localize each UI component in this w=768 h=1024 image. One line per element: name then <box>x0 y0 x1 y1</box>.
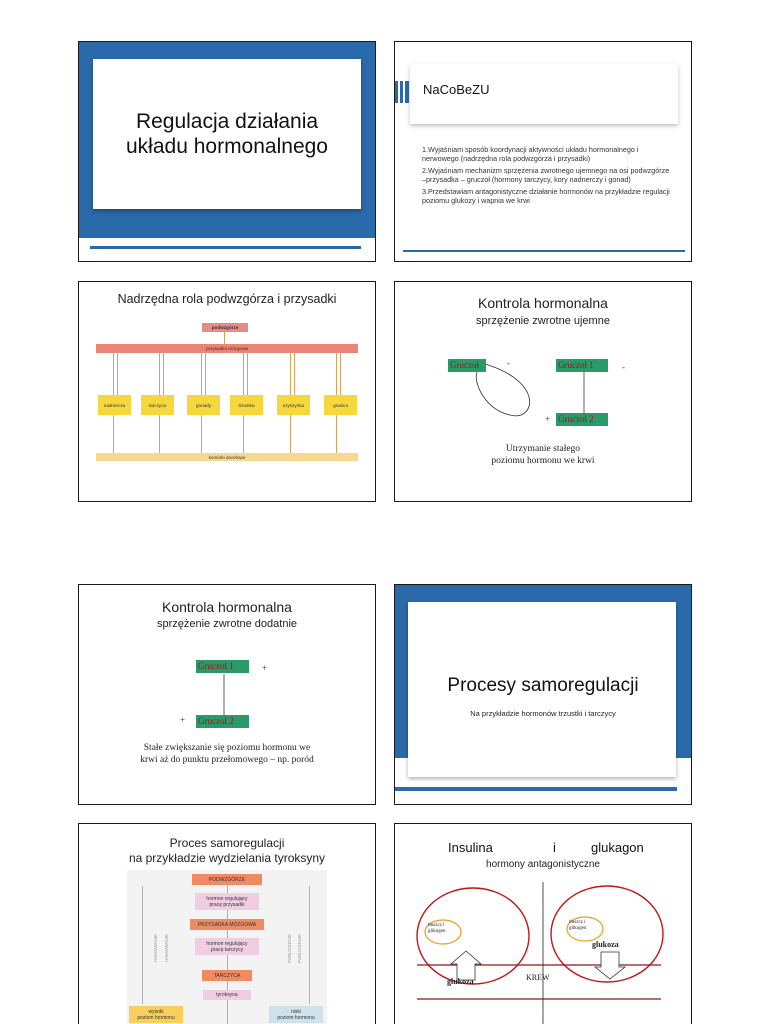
accent-bar <box>90 246 361 249</box>
list-item: 3.Przedstawiam antagonistyczne działanie hormonów na przykładzie regulacji poziomu glukozy i wapnia we krwi <box>422 187 670 205</box>
plus-sign: + <box>545 414 551 424</box>
slide-6[interactable] <box>394 584 692 805</box>
title-card <box>93 59 361 209</box>
gland-box: grasica <box>324 395 357 415</box>
slide-title: Procesy samoregulacji <box>447 675 639 696</box>
stimulation-label: POBUDZENIE <box>287 934 292 964</box>
title-word: Insulina <box>448 840 493 855</box>
slide-subtitle: na przykładzie wydzielania tyroksyny <box>128 851 326 865</box>
slide-title: Regulacja działania układu hormonalnego <box>126 110 328 158</box>
heading-card <box>410 64 678 124</box>
slide-heading: NaCoBeZU <box>423 82 490 97</box>
gland-box: nadnercza <box>98 395 131 415</box>
slide-title: Nadrzędna rola podwzgórza i przysadki <box>117 292 337 306</box>
hormone-box <box>195 938 259 955</box>
level-label: poziom hormonu <box>137 1014 175 1021</box>
gland-1-box: Gruczoł 1 <box>196 660 249 673</box>
inhibition-label: HAMOWANIE <box>153 934 158 963</box>
slide-5[interactable] <box>78 584 376 805</box>
blood-label: KREW <box>526 973 550 982</box>
pituitary-box: przysadka mózgowa <box>96 344 358 353</box>
fat-glycogen-label: tłuszcz i glikogen <box>428 923 446 934</box>
target-cells-box: komórki docelowe <box>96 453 358 461</box>
list-item: 2.Wyjaśniam mechanizm sprzężenia zwrotnego ujemnego na osi podwzgórze –przysadka – gruczoł (hormony tarczycy, kory nadnerczy i gonad) <box>422 166 670 184</box>
gland-box: Gruczoł <box>448 359 486 372</box>
accent-bar <box>395 787 677 791</box>
fat-glycogen-label: tłuszcz i glikogen <box>569 920 587 931</box>
slide-subtitle: Na przykładzie hormonów trzustki i tarczycy <box>470 709 616 718</box>
slide-1[interactable] <box>78 41 376 262</box>
note-line: krwi aż do punktu przełomowego – np. poród <box>140 755 314 765</box>
slide-4[interactable] <box>394 281 692 502</box>
low-level-box <box>269 1006 323 1023</box>
slide-2[interactable] <box>394 41 692 262</box>
objectives-list <box>422 146 672 210</box>
stimulation-label: POBUDZENIE <box>297 934 302 964</box>
hormone-label: hormon regulujący <box>206 940 248 947</box>
slide-subtitle: sprzężenie zwrotne dodatnie <box>156 618 298 630</box>
feedback-diagram <box>79 585 376 805</box>
glucose-label: glukoza <box>447 977 474 986</box>
slide-3[interactable] <box>78 281 376 502</box>
slide-7[interactable] <box>78 823 376 1024</box>
hormone-box <box>195 893 259 910</box>
note-line: Stałe zwiększanie się poziomu hormonu we <box>143 743 311 753</box>
title-word: i <box>553 840 556 855</box>
thyroid-box: TARCZYCA <box>202 970 252 981</box>
title-word: glukagon <box>591 840 644 855</box>
thyroxine-box: tyroksyna <box>203 990 251 1000</box>
slide-8[interactable] <box>394 823 692 1024</box>
gland-2-box: Gruczoł 2 <box>556 413 608 426</box>
pituitary-box: PRZYSADKA MÓZGOWA <box>190 919 264 930</box>
slide-subtitle: hormony antagonistyczne <box>486 859 600 870</box>
level-label: niski <box>290 1008 301 1015</box>
slide-title: Kontrola hormonalna <box>162 599 292 615</box>
gland-box: trzustka <box>230 395 263 415</box>
slide-subtitle: sprzężenie zwrotne ujemne <box>476 315 610 327</box>
high-level-box <box>129 1006 183 1023</box>
level-label: poziom hormonu <box>277 1014 315 1021</box>
hormone-label: pracę przysadki <box>209 901 245 908</box>
inhibition-label: HAMOWANIE <box>164 934 169 963</box>
note-line: Utrzymanie stałego <box>505 444 581 454</box>
level-label: wysoki <box>148 1008 164 1015</box>
minus-sign: - <box>622 362 625 372</box>
hormone-label: hormon regulujący <box>206 895 248 902</box>
hypothalamus-box: podwzgórze <box>202 323 248 332</box>
minus-sign: - <box>507 358 510 368</box>
feedback-loop-diagram <box>395 282 692 502</box>
hypothalamus-box: PODWZGÓRZE <box>192 874 262 885</box>
list-item: 1.Wyjaśniam sposób koordynacji aktywności układu hormonalnego i nerwowego (nadrzędna rola podwzgórza i przysadki) <box>422 145 639 163</box>
gland-box: gonady <box>187 395 220 415</box>
hormone-label: pracę tarczycy <box>210 946 244 953</box>
slide-title: Kontrola hormonalna <box>478 295 608 311</box>
note-line: poziomu hormonu we krwi <box>491 456 595 466</box>
plus-sign: + <box>262 663 268 673</box>
slide-title: Proces samoregulacji <box>169 836 285 850</box>
thyroxine-diagram <box>127 870 327 1024</box>
gland-2-box: Gruczoł 2 <box>196 715 249 728</box>
glucose-label: glukoza <box>592 940 619 949</box>
gland-box: tarczyca <box>141 395 174 415</box>
accent-bar <box>403 250 685 252</box>
gland-box: szyszynka <box>277 395 310 415</box>
gland-1-box: Gruczoł 1 <box>556 359 608 372</box>
plus-sign: + <box>180 715 186 725</box>
